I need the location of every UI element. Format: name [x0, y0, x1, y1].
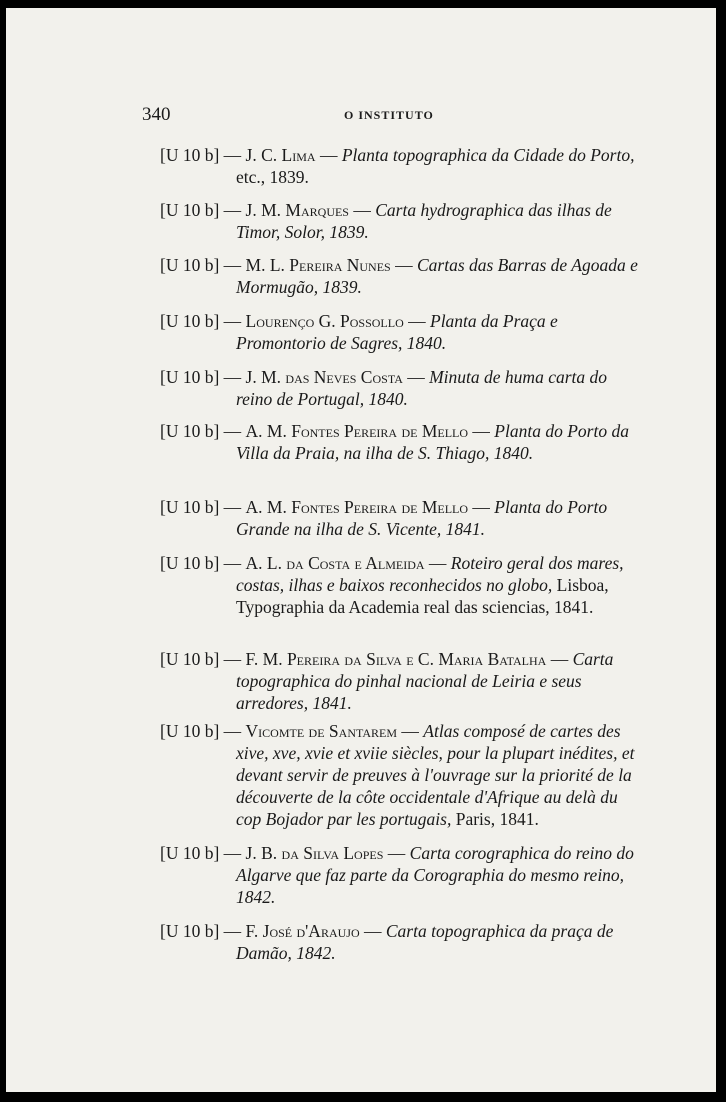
- entry-author: J. M. das Neves Costa: [245, 367, 403, 387]
- entry-reference: [U 10 b]: [160, 255, 220, 275]
- catalog-entry: [U 10 b] — M. L. Pereira Nunes — Cartas das Barras de Agoada e Mormugão, 1839.: [160, 255, 638, 297]
- entry-title: Carta hydrographica das ilhas de Timor, Solor, 1839.: [236, 200, 612, 242]
- entry-reference: [U 10 b]: [160, 649, 220, 669]
- entry-author: Lourenço G. Possollo: [245, 311, 404, 331]
- entry-title: Carta topographica da praça de Damão, 1842.: [236, 921, 614, 963]
- catalog-entry: [U 10 b] — J. C. Lima — Planta topographica da Cidade do Porto, etc., 1839.: [160, 145, 635, 187]
- entry-reference: [U 10 b]: [160, 367, 220, 387]
- catalog-entry: [U 10 b] — A. M. Fontes Pereira de Mello — Planta do Porto Grande na ilha de S. Vicente, 1841.: [160, 497, 608, 539]
- entry-reference: [U 10 b]: [160, 421, 220, 441]
- entry-title: Minuta de huma carta do reino de Portugal, 1840.: [236, 367, 608, 409]
- entry-reference: [U 10 b]: [160, 553, 220, 573]
- entry-reference: [U 10 b]: [160, 311, 220, 331]
- catalog-entry: [U 10 b] — Lourenço G. Possollo — Planta da Praça e Promontorio de Sagres, 1840.: [160, 311, 558, 353]
- entry-author: A. L. da Costa e Almeida: [245, 553, 425, 573]
- entry-reference: [U 10 b]: [160, 145, 220, 165]
- entry-author: J. C. Lima: [245, 145, 316, 165]
- entry-title: Planta da Praça e Promontorio de Sagres, 1840.: [236, 311, 558, 353]
- entry-title: Cartas das Barras de Agoada e Mormugão, 1839.: [236, 255, 638, 297]
- entry-author: M. L. Pereira Nunes: [245, 255, 391, 275]
- entry-author: F. M. Pereira da Silva e C. Maria Batalha: [245, 649, 547, 669]
- entry-author: F. José d'Araujo: [245, 921, 360, 941]
- catalog-entry: [U 10 b] — A. M. Fontes Pereira de Mello — Planta do Porto da Villa da Praia, na ilha de S. Thiago, 1840.: [160, 421, 629, 463]
- entry-author: A. M. Fontes Pereira de Mello: [245, 421, 469, 441]
- catalog-entry: [U 10 b] — Vicomte de Santarem — Atlas composé de cartes des xive, xve, xvie et xviie siècles, pour la plupart inédites, et devant servir de preuves à l'ouvrage sur la priorité de la découverte de la côte occidentale d'Afrique au delà du cop Bojador par les portugais, Paris, 1841.: [160, 721, 635, 829]
- entry-author: J. M. Marques: [245, 200, 349, 220]
- catalog-entry: [U 10 b] — F. José d'Araujo — Carta topographica da praça de Damão, 1842.: [160, 921, 614, 963]
- entry-title: Planta do Porto da Villa da Praia, na ilha de S. Thiago, 1840.: [236, 421, 629, 463]
- entry-reference: [U 10 b]: [160, 921, 220, 941]
- page-number: 340: [142, 104, 171, 125]
- catalog-entry: [U 10 b] — J. M. Marques — Carta hydrographica das ilhas de Timor, Solor, 1839.: [160, 200, 612, 242]
- catalog-entry: [U 10 b] — A. L. da Costa e Almeida — Roteiro geral dos mares, costas, ilhas e baixos reconhecidos no globo, Lisboa, Typographia da Academia real das sciencias, 1841.: [160, 553, 624, 617]
- entry-title: Carta topographica do pinhal nacional de Leiria e seus arredores, 1841.: [236, 649, 614, 713]
- catalog-entry: [U 10 b] — J. M. das Neves Costa — Minuta de huma carta do reino de Portugal, 1840.: [160, 367, 608, 409]
- entry-title: Roteiro geral dos mares, costas, ilhas e baixos reconhecidos no globo,: [236, 553, 624, 595]
- entry-publication: Paris, 1841.: [455, 809, 539, 829]
- entry-title: Carta corographica do reino do Algarve que faz parte da Corographia do mesmo reino, 1842.: [236, 843, 634, 907]
- entry-title: Planta do Porto Grande na ilha de S. Vicente, 1841.: [236, 497, 608, 539]
- document-page: [6, 8, 716, 1092]
- entry-title: Planta topographica da Cidade do Porto,: [341, 145, 635, 165]
- entry-author: A. M. Fontes Pereira de Mello: [245, 497, 469, 517]
- entry-title: Atlas composé de cartes des xive, xve, xvie et xviie siècles, pour la plupart inédites, et devant servir de preuves à l'ouvrage sur la priorité de la découverte de la côte occidentale d'Afrique au delà du cop Bojador par les portugais,: [236, 721, 635, 829]
- entry-author: J. B. da Silva Lopes: [245, 843, 384, 863]
- catalog-entry: [U 10 b] — F. M. Pereira da Silva e C. Maria Batalha — Carta topographica do pinhal nacional de Leiria e seus arredores, 1841.: [160, 649, 614, 713]
- entry-reference: [U 10 b]: [160, 721, 220, 741]
- entry-publication: etc., 1839.: [236, 167, 309, 187]
- entry-reference: [U 10 b]: [160, 200, 220, 220]
- entry-author: Vicomte de Santarem: [245, 721, 398, 741]
- catalog-entry: [U 10 b] — J. B. da Silva Lopes — Carta corographica do reino do Algarve que faz parte da Corographia do mesmo reino, 1842.: [160, 843, 634, 907]
- entry-reference: [U 10 b]: [160, 497, 220, 517]
- entry-reference: [U 10 b]: [160, 843, 220, 863]
- running-title: O INSTITUTO: [344, 108, 434, 122]
- page-header: [6, 104, 716, 130]
- entry-publication: Lisboa, Typographia da Academia real das sciencias, 1841.: [236, 575, 609, 617]
